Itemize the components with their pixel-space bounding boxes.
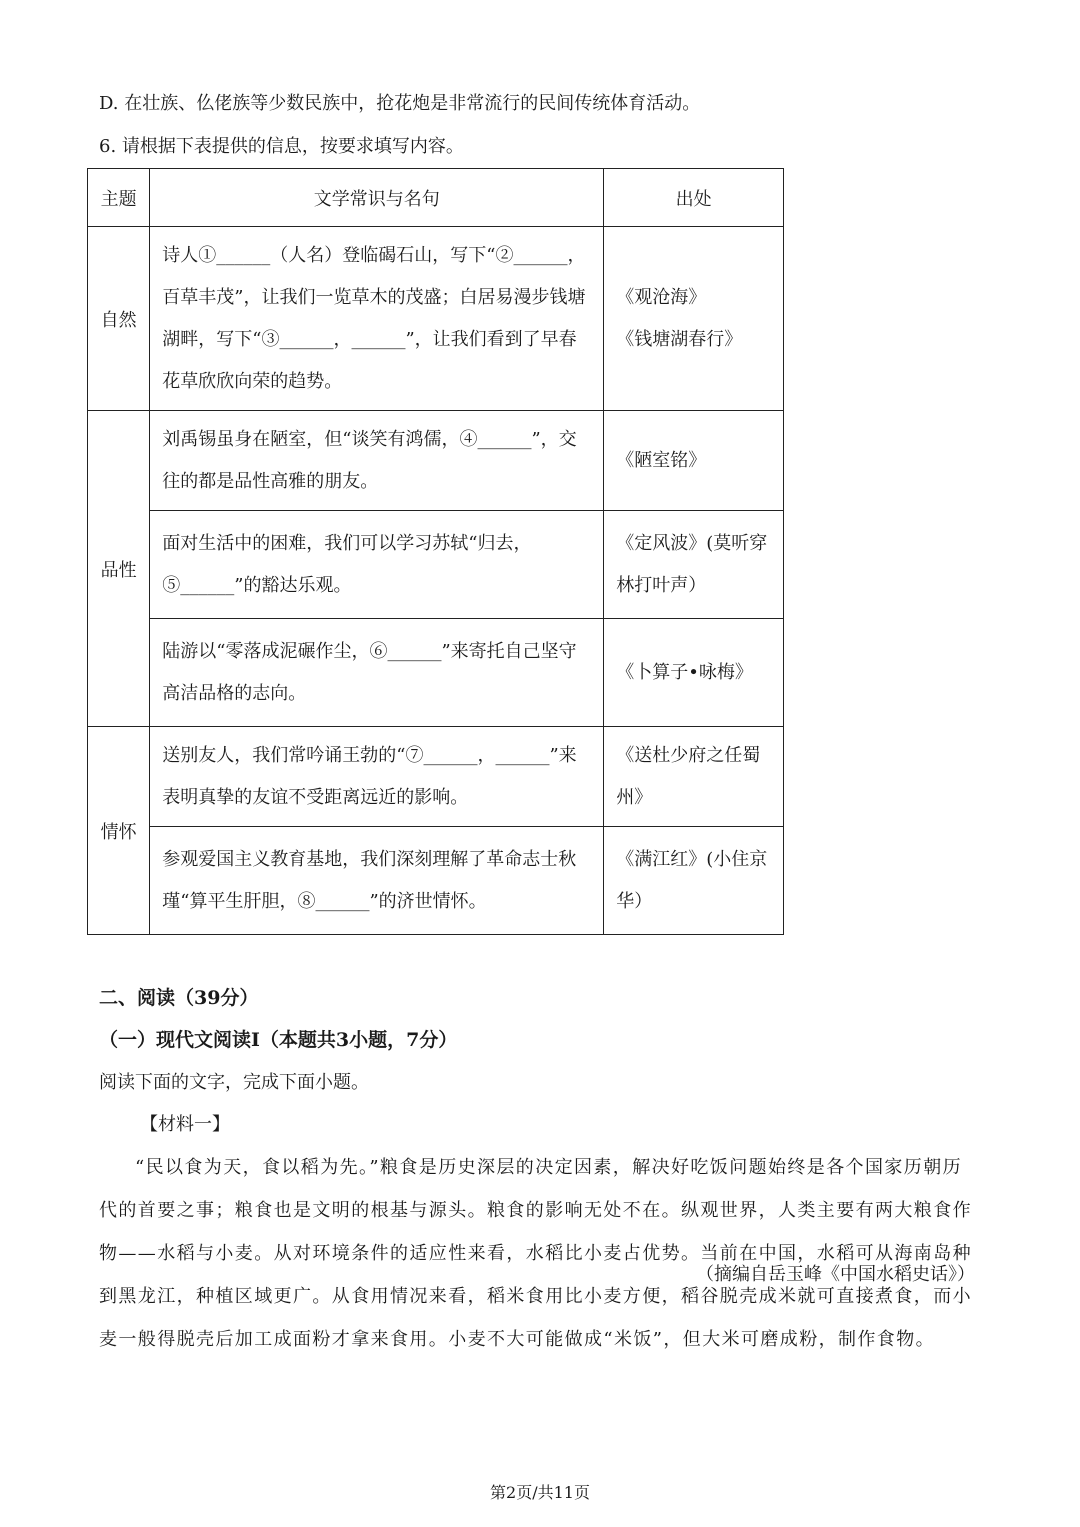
row-source: 《满江红》(小住京华） xyxy=(604,827,784,935)
material-label: 【材料一】 xyxy=(140,1114,230,1135)
row-content: 陆游以“零落成泥碾作尘，⑥______”来寄托自己坚守高洁品格的志向。 xyxy=(150,619,604,727)
material-source: （摘编自岳玉峰《中国水稻史话》） xyxy=(696,1264,975,1285)
option-d: D. 在壮族、仫佬族等少数民族中，抢花炮是非常流行的民间传统体育活动。 xyxy=(99,93,701,114)
row-source: 《陋室铭》 xyxy=(604,411,784,511)
row-source: 《卜算子•咏梅》 xyxy=(604,619,784,727)
question-6-prompt: 6. 请根据下表提供的信息，按要求填写内容。 xyxy=(99,136,464,157)
row-source xyxy=(604,227,784,411)
theme-nature: 自然 xyxy=(88,227,150,411)
reading-instruction: 阅读下面的文字，完成下面小题。 xyxy=(99,1072,369,1093)
theme-feelings: 情怀 xyxy=(88,727,150,935)
table-row xyxy=(88,511,784,619)
row-source: 《定风波》(莫听穿林打叶声） xyxy=(604,511,784,619)
source-line: 《观沧海》 xyxy=(616,286,707,308)
source-line: 《钱塘湖春行》 xyxy=(616,328,743,350)
table-row xyxy=(88,727,784,827)
table-header-row xyxy=(88,169,784,227)
row-content: 刘禹锡虽身在陋室，但“谈笑有鸿儒，④______”，交往的都是品性高雅的朋友。 xyxy=(150,411,604,511)
row-content: 送别友人，我们常吟诵王勃的“⑦______，______”来表明真挚的友谊不受距离远近的影响。 xyxy=(150,727,604,827)
table-row xyxy=(88,411,784,511)
row-content: 诗人①______（人名）登临碣石山，写下“②______，百草丰茂”，让我们一览草木的茂盛；白居易漫步钱塘湖畔，写下“③______，______”，让我们看到了早春花草欣欣向荣的趋势。 xyxy=(150,227,604,411)
row-content: 面对生活中的困难，我们可以学习苏轼“归去，⑤______”的豁达乐观。 xyxy=(150,511,604,619)
page-number: 第2页/共11页 xyxy=(490,1483,590,1502)
table-row xyxy=(88,827,784,935)
section-title: 二、阅读（39分） xyxy=(99,987,259,1009)
table-row xyxy=(88,619,784,727)
subsection-title: （一）现代文阅读Ⅰ（本题共3小题，7分） xyxy=(99,1029,458,1051)
row-content: 参观爱国主义教育基地，我们深刻理解了革命志士秋瑾“算平生肝胆，⑧______”的济世情怀。 xyxy=(150,827,604,935)
header-source: 出处 xyxy=(604,169,784,227)
header-theme: 主题 xyxy=(88,169,150,227)
table-row xyxy=(88,227,784,411)
material-paragraph: “民以食为天，食以稻为先。”粮食是历史深层的决定因素，解决好吃饭问题始终是各个国家历朝历代的首要之事；粮食也是文明的根基与源头。粮食的影响无处不在。纵观世界，人类主要有两大粮食作物——水稻与小麦。从对环境条件的适应性来看，水稻比小麦占优势。当前在中国，水稻可从海南岛种到黑龙江，种植区域更广。从食用情况来看，稻米食用比小麦方便，稻谷脱壳成米就可直接煮食，而小麦一般得脱壳后加工成面粉才拿来食用。小麦不大可能做成“米饭”，但大米可磨成粉，制作食物。 xyxy=(99,1157,972,1350)
literature-table xyxy=(87,168,784,935)
header-content: 文学常识与名句 xyxy=(150,169,604,227)
row-source: 《送杜少府之任蜀州》 xyxy=(604,727,784,827)
theme-character: 品性 xyxy=(88,411,150,727)
